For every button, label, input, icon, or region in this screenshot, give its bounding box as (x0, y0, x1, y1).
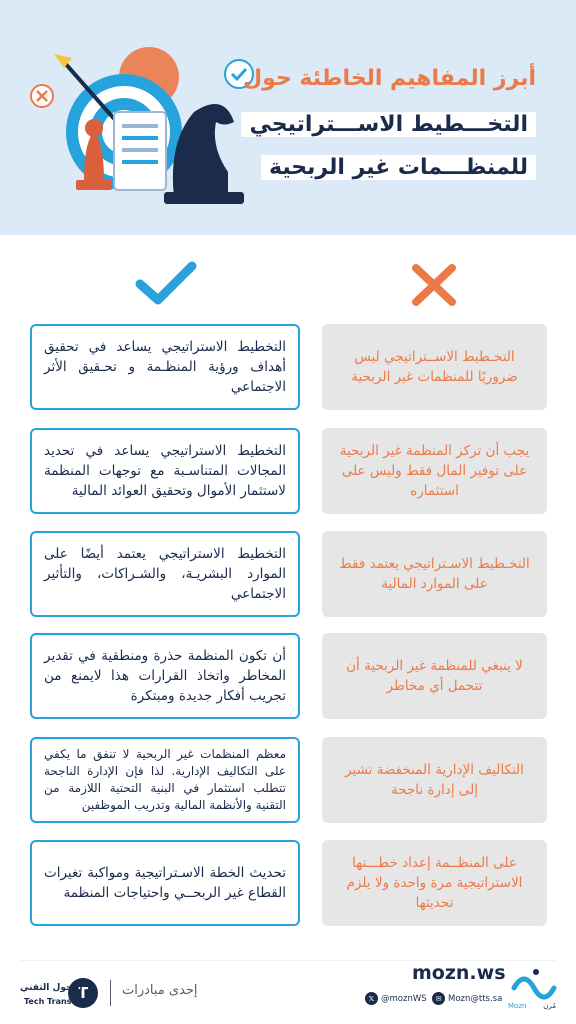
title-line-1: أبرز المفاهيم الخاطئة حول (243, 66, 536, 91)
fact-card-5 (30, 737, 300, 823)
myth-text-6: على المنظــمة إعداد خطـــتها الاستراتيجية مرة واحدة ولا يلزم تحديثها (346, 855, 523, 911)
myth-card-4 (322, 633, 547, 719)
partner-name-ar: التحول التقني (20, 983, 83, 993)
techtrans-logo-icon: T (68, 978, 98, 1008)
comparison-row-6 (0, 840, 576, 926)
mail-icon: ✉ (432, 992, 445, 1005)
myth-card-1 (322, 324, 547, 410)
fact-card-2 (30, 428, 300, 514)
twitter-handle: @moznWS (381, 993, 427, 1004)
comparison-row-3 (0, 531, 576, 617)
myth-text-4: لا ينبغي للمنظمة غير الربحية أن تتحمل أي مخاطر (346, 658, 523, 694)
myth-card-2 (322, 428, 547, 514)
myth-text-2: يجب أن تركز المنظمة غير الربحية على توفير المال فقط وليس على استثماره (339, 443, 530, 499)
fact-card-4 (30, 633, 300, 719)
fact-card-6 (30, 840, 300, 926)
title-highlight-2: التخـــطيط الاســـتراتيجي (241, 112, 536, 137)
footer-divider (20, 960, 556, 961)
twitter-link[interactable] (365, 992, 427, 1005)
mozn-logo-icon (506, 962, 560, 1012)
initiative-label: إحدى مبادرات (122, 983, 198, 998)
email-address: Mozn@tts.sa (448, 993, 503, 1004)
brand-ar: مُزن (543, 1002, 556, 1010)
partner-name-en: Tech Trans (24, 997, 72, 1006)
myth-text-1: التخـطيط الاســتراتيجي ليس ضروريًا للمنظمات غير الربحية (351, 349, 518, 385)
fact-text-4: أن تكون المنظمة حذرة ومنطقية في تقدير المخاطر واتخاذ القرارات هذا لايمنع من تجريب أفكار جديدة ومبتكرة (44, 648, 286, 704)
fact-text-6: تحديث الخطة الاسـتراتيجية ومواكبة تغيرات القطاع غير الربحــي واحتياجات المنظمة (44, 865, 286, 901)
cross-icon (410, 262, 458, 308)
email-link[interactable] (432, 992, 502, 1005)
brand-website[interactable]: mozn.ws (412, 962, 506, 984)
check-icon (134, 258, 198, 308)
fact-text-3: التخطيط الاستراتيجي يعتمد أيضًا على الموارد البشريـة، والشـراكات، والتأثير الاجتماعي (44, 546, 286, 602)
strategy-illustration (24, 32, 264, 212)
twitter-icon: 𝕏 (365, 992, 378, 1005)
fact-text-1: التخطيط الاستراتيجي يساعد في تحقيق أهداف ورؤية المنظـمة و تحـقيق الأثر الاجتماعي (44, 339, 286, 395)
comparison-row-1 (0, 324, 576, 410)
fact-text-2: التخطيط الاستراتيجي يساعد في تحديد المجالات المتناسـبة مع توجهات المنظمة لاستثمار الأموال وتحقيق العوائد المالية (44, 443, 286, 499)
comparison-row-4 (0, 633, 576, 719)
myth-text-3: التخـطيط الاسـتراتيجي يعتمد فقط على الموارد المالية (339, 556, 530, 592)
fact-text-5: معظم المنظمات غير الربحية لا تنفق ما يكفي على التكاليف الإدارية. لذا فإن الإدارة الناجحة تتطلب استثمار في البنية التحتية اللازمة من التقنية والأنظمة المالية وتدريب الموظفين (44, 747, 286, 812)
myth-card-3 (322, 531, 547, 617)
header-banner (0, 0, 576, 235)
myth-card-5 (322, 737, 547, 823)
fact-card-1 (30, 324, 300, 410)
myth-card-6 (322, 840, 547, 926)
title-line-3 (261, 155, 536, 180)
fact-card-3 (30, 531, 300, 617)
footer-separator (110, 980, 111, 1006)
comparison-row-5 (0, 737, 576, 823)
brand-en: Mozn (508, 1002, 527, 1010)
title-line-2 (241, 112, 536, 137)
comparison-row-2 (0, 428, 576, 514)
title-highlight-3: للمنظـــمات غير الربحية (261, 155, 536, 180)
myth-text-5: التكاليف الإدارية المنخفضة تشير إلى إدارة ناجحة (345, 762, 524, 798)
